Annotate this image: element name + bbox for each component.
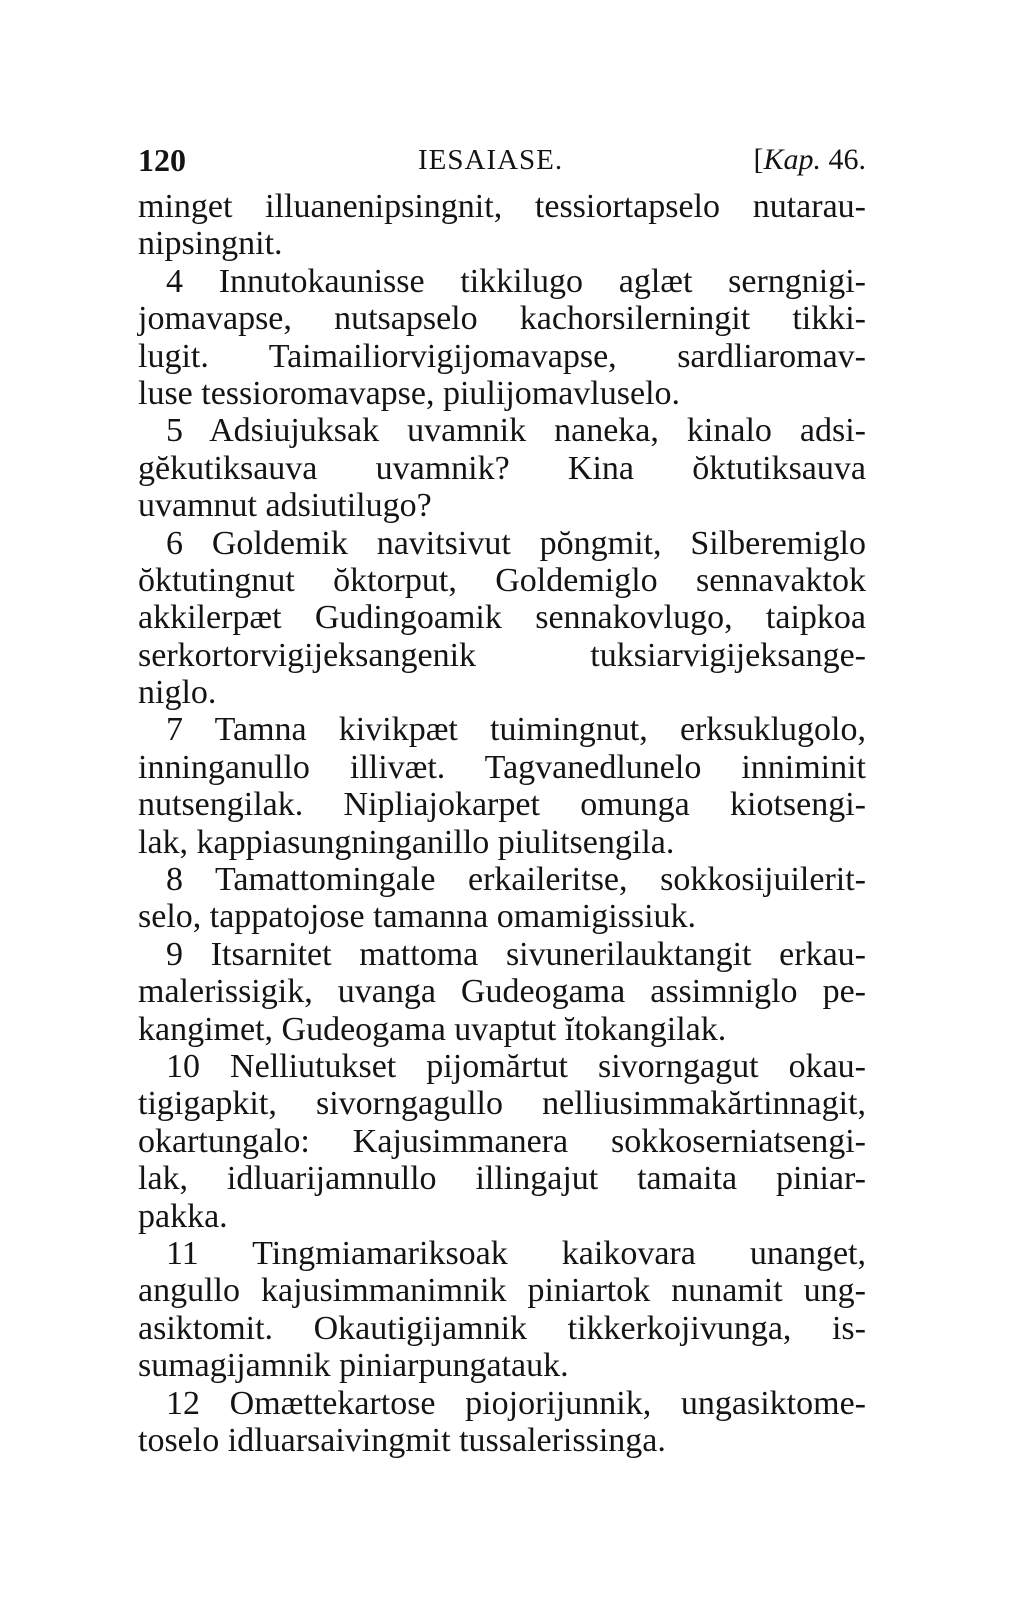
text-line: lak, idluarijamnullo illingajut tamaita piniar- bbox=[138, 1160, 866, 1198]
chapter-reference bbox=[753, 140, 866, 180]
text-line: jomavapse, nutsapselo kachorsilerningit tikki- bbox=[138, 300, 866, 338]
text-line: inninganullo illivæt. Tagvanedlunelo inniminit bbox=[138, 748, 866, 786]
text-line: malerissigik, uvanga Gudeogama assimniglo pe- bbox=[138, 973, 866, 1011]
text-line: angullo kajusimmanimnik piniartok nunamit ung- bbox=[138, 1272, 866, 1310]
text-line: 4 Innutokaunisse tikkilugo aglæt serngnigi- bbox=[166, 262, 866, 300]
text-line: uvamnut adsiutilugo? bbox=[138, 487, 432, 525]
text-line: minget illuanenipsingnit, tessiortapselo nutarau- bbox=[138, 188, 866, 225]
text-line: 11 Tingmiamariksoak kaikovara unanget, bbox=[166, 1234, 866, 1272]
text-line: akkilerpæt Gudingoamik sennakovlugo, taipkoa bbox=[138, 599, 866, 637]
text-line: pakka. bbox=[138, 1197, 228, 1235]
text-line: 10 Nelliutukset pijomărtut sivorngagut okau- bbox=[166, 1047, 866, 1085]
text-line: ŏktutingnut ŏktorput, Goldemiglo sennavaktok bbox=[138, 561, 866, 599]
text-line: sumagijamnik piniarpungatauk. bbox=[138, 1347, 569, 1385]
text-line: kangimet, Gudeogama uvaptut ĭtokangilak. bbox=[138, 1010, 727, 1048]
text-line: luse tessioromavapse, piulijomavluselo. bbox=[138, 374, 681, 412]
text-line: gĕkutiksauva uvamnik? Kina ŏktutiksauva bbox=[138, 449, 866, 487]
text-line: 9 Itsarnitet mattoma sivunerilauktangit erkau- bbox=[166, 935, 866, 973]
chapter-bracket: [ bbox=[753, 143, 764, 176]
verse-text bbox=[138, 188, 866, 1459]
text-line: lugit. Taimailiorvigijomavapse, sardliaromav- bbox=[138, 337, 866, 375]
text-line: selo, tappatojose tamanna omamigissiuk. bbox=[138, 898, 697, 936]
page-header bbox=[138, 140, 866, 180]
book-page bbox=[138, 140, 866, 1459]
text-line: okartungalo: Kajusimmanera sokkoserniatsengi- bbox=[138, 1122, 866, 1160]
text-line: nipsingnit. bbox=[138, 225, 283, 263]
text-line: toselo idluarsaivingmit tussalerissinga. bbox=[138, 1421, 666, 1459]
text-line: 7 Tamna kivikpæt tuimingnut, erksuklugolo, bbox=[166, 711, 866, 749]
text-line: 12 Omættekartose piojorijunnik, ungasiktome- bbox=[166, 1384, 866, 1422]
text-line: serkortorvigijeksangenik tuksiarvigijeksange- bbox=[138, 636, 866, 674]
text-line: niglo. bbox=[138, 674, 217, 712]
chapter-label: Kap. bbox=[763, 143, 821, 176]
running-title: IESAIASE. bbox=[418, 144, 564, 176]
text-line: lak, kappiasungninganillo piulitsengila. bbox=[138, 823, 675, 861]
text-line: 6 Goldemik navitsivut pŏngmit, Silberemiglo bbox=[166, 524, 866, 562]
text-line: asiktomit. Okautigijamnik tikkerkojivunga, is- bbox=[138, 1309, 866, 1347]
text-line: 5 Adsiujuksak uvamnik naneka, kinalo adsi- bbox=[166, 412, 866, 450]
text-line: nutsengilak. Nipliajokarpet omunga kiotsengi- bbox=[138, 786, 866, 824]
page-number: 120 bbox=[138, 142, 186, 178]
text-line: tigigapkit, sivorngagullo nelliusimmakărtinnagit, bbox=[138, 1085, 866, 1123]
text-line: 8 Tamattomingale erkaileritse, sokkosijuilerit- bbox=[166, 861, 866, 899]
chapter-number: 46. bbox=[821, 143, 866, 176]
